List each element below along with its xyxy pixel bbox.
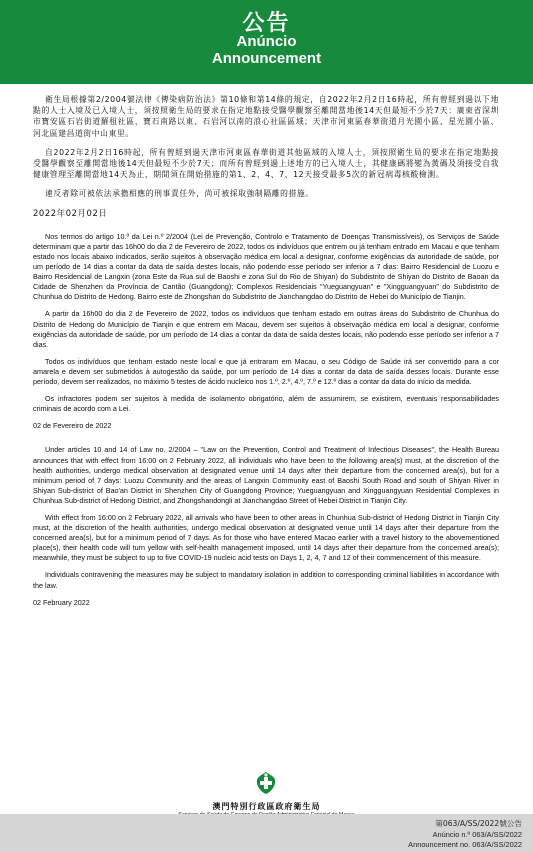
reference-number-chinese: 第063/A/SS/2022號公告 — [435, 819, 522, 828]
title-english: Announcement — [211, 50, 322, 67]
pt-paragraph-3: Todos os indivíduos que tenham estado neste local e que já entraram em Macau, o seu Código de Saúde irá ser convertido para a cor amarela e devem ser submetidos à autogestão da saúde, por um período de 14 dias a contar da data de saída desses locais. Durante esse período, devem ser realizados, no máximo 5 testes de ácido nucleico nos 1.º, 2.º, 4.º, 7.º e 12.º dias a contar da data do início da medida. — [33, 356, 499, 387]
health-bureau-emblem-icon — [255, 770, 277, 796]
announcement-body — [33, 94, 499, 608]
en-paragraph-1: Under articles 10 and 14 of Law no. 2/2004 – "Law on the Prevention, Control and Treatment of Infectious Diseases", the Health Bureau announces that with effect from 16:00 on 2 February 2022, all individuals who have been to the following area(s) must, at the discretion of the health authorities, undergo medical observation at designated venue until 14 days after their departure from the concerned area(s), but for a minimum period of 7 days: Luozu Community and the areas of Langxin Community east of Baoshi South Road and south of Shiyan River in Shiyan Sub-district of Bao'an District in Shenzhen City of Guangdong Province; Yueguangyuan and Xingguangyuan Residential Complexes in Chunhua Sub-district of Hedong District, and Zhongshandongli at Jianchangdao Street of Hebei District in Tianjin City. — [33, 445, 499, 505]
issuer-name-chinese: 澳門特別行政區政府衛生局 — [212, 802, 321, 811]
pt-paragraph-2: A partir da 16h00 do dia 2 de Fevereiro de 2022, todos os indivíduos que tenham estado em outras áreas do Subdistrito de Chunhua do Distrito de Hedong do Município de Tianjin e que entrem em Macau, devem ser sujeitos à observação médica em local a designar, conforme exigências da autoridade de saúde, por um período de 14 dias a contar da data de saída destes locais, não podendo esse período ser inferior a 7 dias. — [33, 309, 499, 349]
title-chinese: 公告 — [242, 11, 291, 36]
reference-number-english: Announcement no. 063/A/SS/2022 — [408, 840, 522, 849]
en-paragraph-2: With effect from 16:00 on 2 February 2022, all arrivals who have been to other areas in Chunhua Sub-district of Hedong District in Tianjin City must, at the discretion of the health authorities, undergo medical observation at designated venue until 14 days after their departure from the concerned area(s), but for a minimum period of 7 days. As for those who have entered Macao earlier with a travel history to the abovementioned place(s), their health code will turn yellow with self-health management imposed, until 14 days after their departure from the concerned area(s); meanwhile, they must be subject to up to five COVID-19 nucleic acid tests on Days 1, 2, 4, 7 and 12 of their commencement of this measure. — [33, 512, 499, 563]
zh-paragraph-1: 衛生局根據第2/2004號法律《傳染病防治法》第10條和第14條的規定，自2022年2月2日16時起，所有曾經到過以下地點的人士入境及已入境人士，須按照衛生局的要求在指定地點接受醫學觀察至離開當地後14天但最短不少於7天：廣東省深圳市寶安區石岩街道羅租社區、寶石南路以東、石岩河以南的浪心社區區域；天津市河東區春華街道月光園小區、星光園小區、河北區建昌道街中山東里。 — [33, 95, 499, 138]
date-portuguese: 02 de Fevereiro de 2022 — [33, 421, 112, 431]
announcement-header — [0, 0, 533, 84]
title-portuguese: Anúncio — [236, 33, 297, 50]
pt-paragraph-1: Nos termos do artigo 10.º da Lei n.º 2/2004 (Lei de Prevenção, Controlo e Tratamento de Doenças Transmissíveis), os Serviços de Saúde determinam que a partir das 16h00 do dia 2 de Fevereiro de 2022, todos os indivíduos que entrem ou já tenham entrado em Macau e que tenham estado nos locais abaixo indicados, serão sujeitos à observação médica em local a designar, conforme exigências da autoridade de saúde, por um período de 14 dias a contar da data de saída destes locais, não podendo esse período ser inferior a 7 dias: Bairro Residencial de Luozu e Bairro Residencial de Langxin (zona Este da Rua sul de Baoshi e zona Sul do Rio de Shiyan) do Subdistrito de Shiyan do Distrito de Baoan da Cidade de Shenzhen da Província de Cantão (Guangdong); Complexos Residenciais "Yueguangyuan" e "Xingguangyuan" do Subdistrito de Chunhua do Distrito de Hedong. Bairro este de Zhongshan do Subdistrito de Jianchangdao do Distrito de Hebei do Município de Tianjin. — [33, 231, 499, 302]
reference-bar — [0, 814, 533, 852]
date-english: 02 February 2022 — [33, 597, 90, 607]
date-chinese: 2022年02月02日 — [33, 207, 108, 218]
pt-paragraph-4: Os infractores podem ser sujeitos à medida de isolamento obrigatório, além de assumirem, se existirem, eventuais responsabilidades criminais de acordo com a Lei. — [33, 394, 499, 414]
zh-paragraph-2: 自2022年2月2日16時起，所有曾經到過天津市河東區春華街道其他區域的入境人士，須按照衛生局的要求在指定地點接受醫學觀察至離開當地後14天但最短不少於7天；而所有曾經到過上述地方的已入境人士，其健康碼將變為黃碼及須接受自我健康管理至離開當地14天為止，期間須在開始措施的第1、2、4、7、12天接受最多5次的新冠病毒核酸檢測。 — [33, 147, 499, 180]
reference-number-portuguese: Anúncio n.º 063/A/SS/2022 — [432, 830, 522, 839]
en-paragraph-3: Individuals contravening the measures may be subject to mandatory isolation in addition to corresponding criminal liabilities in accordance with the law. — [33, 570, 499, 590]
zh-paragraph-3: 違反者除可被依法承擔相應的刑事責任外，尚可被採取強制隔離的措施。 — [45, 189, 314, 199]
